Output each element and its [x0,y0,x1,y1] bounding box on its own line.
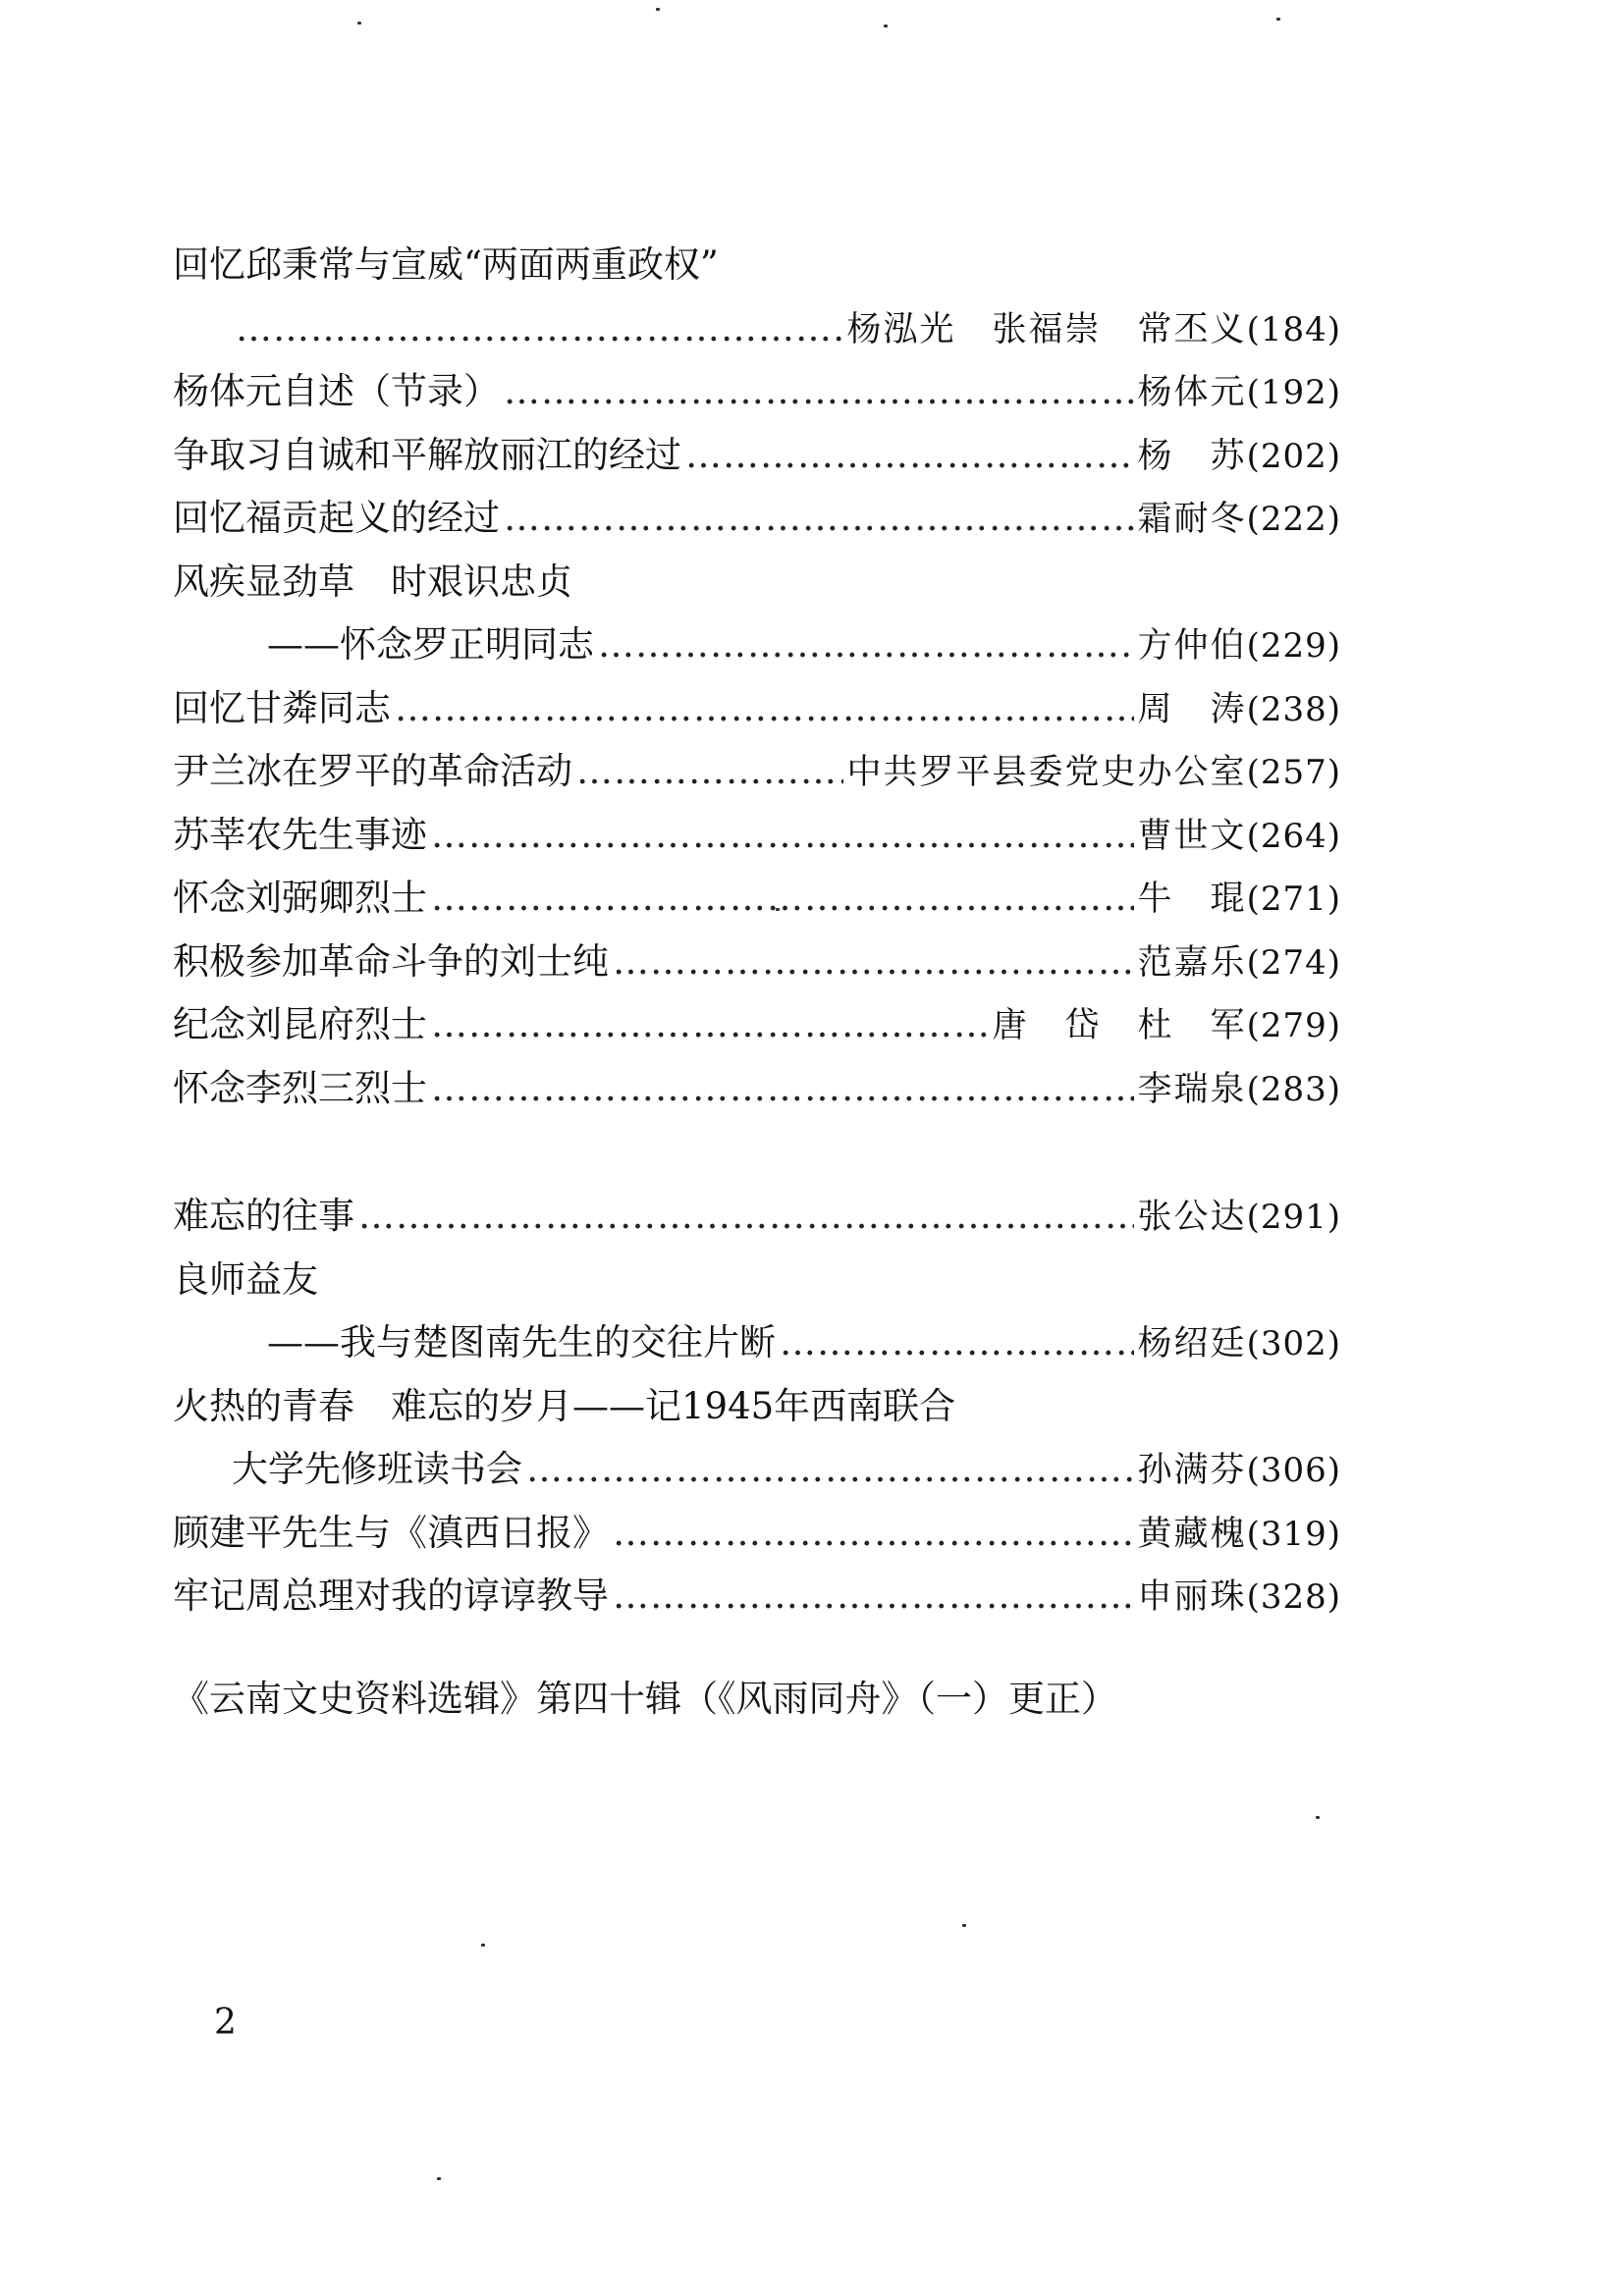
scan-speck [962,1924,966,1927]
scan-speck [884,25,888,27]
toc-entry-author: 李瑞泉 [1137,1069,1247,1109]
leader-dots [685,424,1134,488]
toc-entry-page: (306) [1246,1451,1341,1490]
leader-dots [431,993,989,1057]
toc-entry [173,234,1341,297]
toc-entry-title: 怀念刘弼卿烈士 [173,877,427,919]
toc-entry-page: (274) [1246,942,1341,983]
toc-entry [173,1057,1341,1121]
toc-entry-author: 周 涛 [1137,689,1247,729]
errata-note: 《云南文史资料选辑》第四十辑（《风雨同舟》（一）更正） [173,1678,1117,1720]
leader-dots [598,614,1134,677]
toc-entry [173,487,1341,551]
toc-entry-author: 曹世文 [1137,816,1247,856]
toc-entry-page: (202) [1246,436,1341,476]
toc-entry-title: 杨体元自述（节录） [173,370,500,412]
toc-entry-page: (279) [1246,1006,1341,1045]
toc-entry [173,1185,1341,1249]
toc-entry-title: 火热的青春 难忘的岁月——记1945年西南联合 [173,1384,956,1427]
toc-entry [173,614,1341,677]
scan-speck [357,22,361,25]
table-of-contents [173,234,1341,1629]
toc-entry-title: ——我与楚图南先生的交往片断 [267,1321,776,1363]
toc-entry-author: 杨 苏 [1137,436,1247,476]
toc-entry-author: 黄藏槐 [1137,1514,1247,1554]
toc-entry-page: (319) [1246,1514,1341,1554]
toc-entry [173,931,1341,994]
toc-entry [173,424,1341,488]
toc-entry-title: 难忘的往事 [173,1195,354,1237]
toc-entry-author: 唐 岱 杜 军 [992,1006,1247,1045]
toc-entry [173,1249,1341,1312]
toc-entry-author: 孙满芬 [1137,1451,1247,1490]
scan-speck [1316,1816,1320,1819]
toc-entry-page: (222) [1246,500,1341,539]
toc-entry [173,1438,1341,1502]
toc-entry-page: (302) [1246,1324,1341,1363]
toc-entry-title: 苏莘农先生事迹 [173,813,427,856]
toc-entry [173,804,1341,868]
toc-entry-page: (291) [1246,1198,1341,1237]
toc-entry [173,551,1341,614]
toc-entry-author: 霜耐冬 [1137,500,1247,539]
leader-dots [576,740,843,804]
leader-dots [526,1438,1134,1502]
toc-entry-title: 怀念李烈三烈士 [173,1066,427,1109]
toc-entry [173,1502,1341,1566]
toc-entry-author: 中共罗平县委党史办公室 [846,753,1247,792]
toc-entry [173,740,1341,804]
leader-dots [780,1311,1134,1375]
toc-entry-title: 牢记周总理对我的谆谆教导 [173,1575,609,1617]
toc-entry-title: 回忆邱秉常与宣威“两面两重政权” [173,243,719,286]
toc-entry [173,993,1341,1057]
toc-entry-title: 积极参加革命斗争的刘士纯 [173,939,609,983]
toc-entry [173,360,1341,424]
section-gap [173,1120,1341,1185]
leader-dots [504,360,1134,424]
scan-speck [437,2177,441,2180]
toc-entry-page: (238) [1246,689,1341,729]
toc-entry-author: 范嘉乐 [1137,942,1247,983]
leader-dots [358,1185,1134,1249]
toc-entry [173,1565,1341,1629]
scan-speck [1276,18,1280,21]
toc-entry-author: 杨绍廷 [1137,1324,1247,1363]
toc-entry [173,1375,1341,1439]
toc-entry-page: (271) [1246,880,1341,919]
toc-entry [173,1311,1341,1375]
toc-entry-title: 争取习自诚和平解放丽江的经过 [173,433,681,476]
toc-entry-author: 方仲伯 [1137,626,1247,666]
toc-entry-page: (184) [1246,309,1341,349]
toc-entry-page: (264) [1246,816,1341,856]
toc-entry-page: (257) [1246,753,1341,792]
toc-entry-title: ——怀念罗正明同志 [267,623,594,666]
toc-entry-title: 纪念刘昆府烈士 [173,1003,427,1045]
toc-entry-title: 大学先修班读书会 [232,1448,522,1490]
scan-speck [481,1944,485,1947]
toc-entry-page: (229) [1246,626,1341,666]
leader-dots [613,1502,1134,1566]
leader-dots [613,931,1134,994]
toc-entry-title: 顾建平先生与《滇西日报》 [173,1511,609,1554]
toc-entry-author: 牛 琨 [1137,880,1247,919]
toc-entry-page: (192) [1246,373,1341,412]
toc-entry-title: 风疾显劲草 时艰识忠贞 [173,560,572,603]
toc-entry-title: 回忆甘粦同志 [173,686,391,729]
leader-dots [431,867,1134,931]
toc-entry-page: (328) [1246,1577,1341,1617]
toc-entry-title: 尹兰冰在罗平的革命活动 [173,750,572,792]
page-number: 2 [214,2002,237,2043]
toc-entry [173,677,1341,741]
leader-dots [395,677,1134,741]
toc-entry-author: 张公达 [1137,1198,1247,1237]
toc-entry-title: 回忆福贡起义的经过 [173,497,500,539]
toc-entry [173,297,1341,361]
toc-entry-author: 申丽珠 [1137,1577,1247,1617]
leader-dots [504,487,1134,551]
scan-speck [776,908,780,911]
toc-entry-author: 杨体元 [1137,373,1247,412]
toc-entry-author: 杨泓光 张福崇 常丕义 [846,309,1247,349]
leader-dots [613,1565,1134,1629]
toc-entry-page: (283) [1246,1069,1341,1109]
toc-entry-title: 良师益友 [173,1257,318,1301]
leader-dots [236,297,843,361]
leader-dots [431,804,1134,868]
toc-entry [173,867,1341,931]
leader-dots [431,1057,1134,1121]
scan-speck [656,8,660,11]
